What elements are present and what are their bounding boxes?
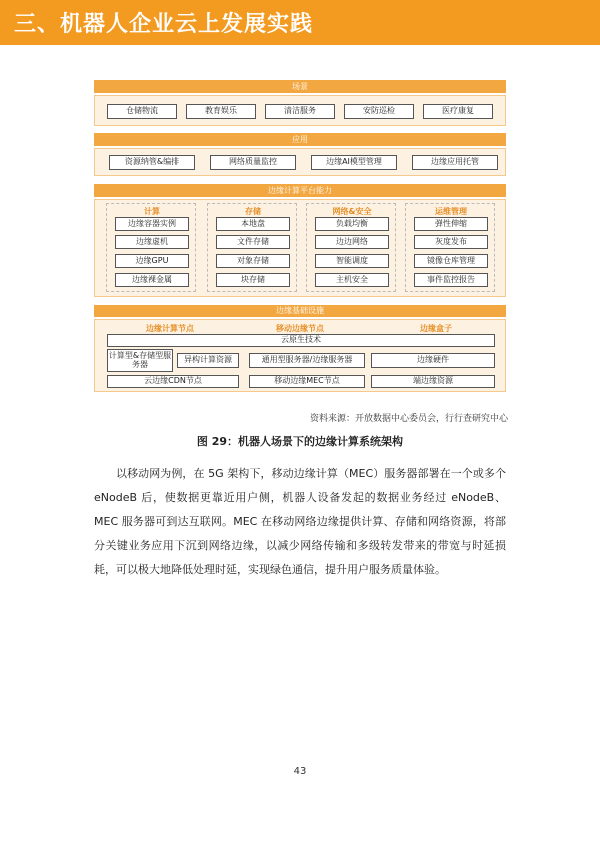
architecture-diagram: [94, 80, 506, 392]
section-banner: [0, 0, 600, 45]
app-item: 边缘应用托管: [412, 155, 498, 170]
platform-item: 本地盘: [216, 217, 290, 231]
storage-group: [207, 203, 297, 292]
scene-item: 医疗康复: [423, 104, 493, 119]
body-paragraph: 以移动网为例，在 5G 架构下，移动边缘计算（MEC）服务器部署在一个或多个 eNodeB 后，使数据更靠近用户侧，机器人设备发起的数据业务经过 eNodeB、MEC 服务器可到达互联网。MEC 在移动网络边缘提供计算、存储和网络资源，将部分关键业务应用下沉到网络边缘，以减少网络传输和多级转发带来的带宽与时延损耗，可以极大地降低处理时延，实现绿色通信，提升用户服务质量体验。: [94, 467, 506, 576]
group-title: 运维管理: [435, 207, 467, 216]
app-bar: 应用: [94, 133, 506, 146]
compute-group: [106, 203, 196, 292]
edge-resource-box: 端边缘资源: [371, 375, 495, 388]
platform-item: 文件存储: [216, 235, 290, 249]
platform-item: 边缘GPU: [115, 254, 189, 268]
compute-server-box: 计算型&存储型服务器: [107, 349, 173, 372]
node-title: 移动边缘节点: [276, 324, 324, 333]
infra-bar: 边缘基础设施: [94, 305, 506, 317]
app-item: 边缘AI模型管理: [311, 155, 397, 170]
app-item: 网络质量监控: [210, 155, 296, 170]
scene-panel: [94, 95, 506, 126]
group-title: 存储: [245, 207, 261, 216]
app-panel: [94, 148, 506, 176]
platform-panel: [94, 199, 506, 297]
platform-bar: 边缘计算平台能力: [94, 184, 506, 197]
platform-item: 块存储: [216, 273, 290, 287]
platform-item: 对象存储: [216, 254, 290, 268]
platform-item: 镜像仓库管理: [414, 254, 488, 268]
general-server-box: 通用型服务器/边缘服务器: [249, 353, 365, 368]
scene-bar: 场景: [94, 80, 506, 93]
group-title: 计算: [144, 207, 160, 216]
infra-panel: [94, 319, 506, 392]
ops-group: [405, 203, 495, 292]
platform-item: 负载均衡: [315, 217, 389, 231]
hetero-compute-box: 异构计算资源: [177, 353, 239, 368]
scene-item: 教育娱乐: [186, 104, 256, 119]
platform-item: 灰度发布: [414, 235, 488, 249]
scene-item: 仓储物流: [107, 104, 177, 119]
app-item: 资源纳管&编排: [109, 155, 195, 170]
platform-item: 主机安全: [315, 273, 389, 287]
platform-item: 事件监控报告: [414, 273, 488, 287]
scene-item: 安防巡检: [344, 104, 414, 119]
figure-caption: 图 29：机器人场景下的边缘计算系统架构: [196, 435, 404, 448]
network-security-group: [306, 203, 396, 292]
platform-item: 弹性伸缩: [414, 217, 488, 231]
platform-item: 智能调度: [315, 254, 389, 268]
cloud-native-bar: 云原生技术: [107, 334, 495, 347]
platform-item: 边缘虚机: [115, 235, 189, 249]
platform-item: 边缘裸金属: [115, 273, 189, 287]
cdn-node-box: 云边缘CDN节点: [107, 375, 239, 388]
node-title: 边缘计算节点: [146, 324, 194, 333]
platform-item: 边缘容器实例: [115, 217, 189, 231]
scene-item: 清洁服务: [265, 104, 335, 119]
page-number: 43: [293, 766, 307, 777]
node-title: 边缘盒子: [420, 324, 452, 333]
edge-hardware-box: 边缘硬件: [371, 353, 495, 368]
section-title: 三、机器人企业云上发展实践: [14, 12, 314, 37]
mec-node-box: 移动边缘MEC节点: [249, 375, 365, 388]
figure-source: 资料来源：开放数据中心委员会，行行查研究中心: [309, 414, 508, 424]
platform-item: 边边网络: [315, 235, 389, 249]
group-title: 网络&安全: [332, 207, 372, 216]
